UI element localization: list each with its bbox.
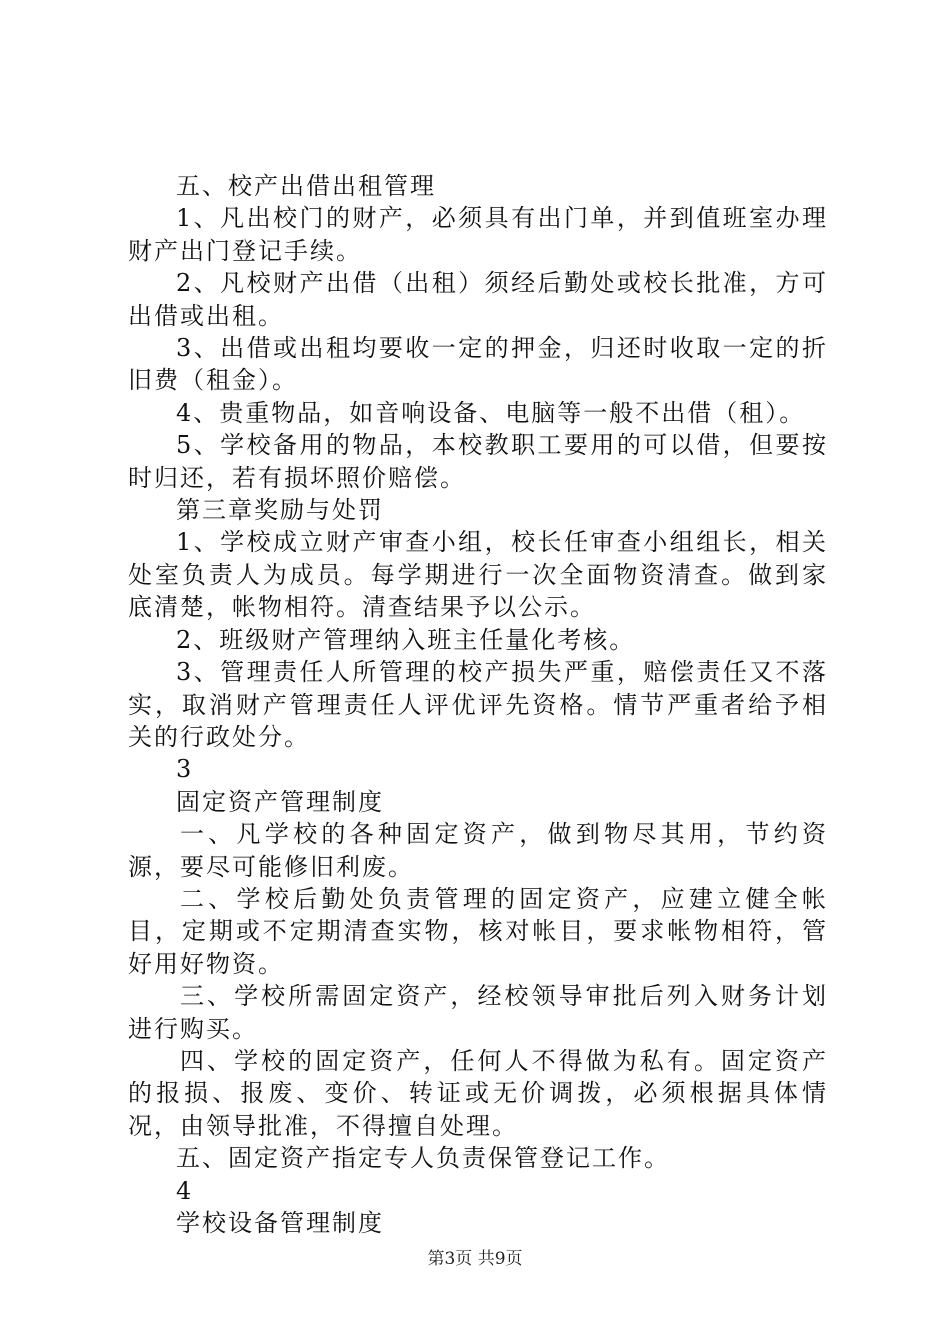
- paragraph: 三、学校所需固定资产，经校领导审批后列入财务计划进行购买。: [128, 982, 828, 1043]
- chapter-heading: 第三章奖励与处罚: [176, 496, 384, 525]
- paragraph: 5、学校备用的物品，本校教职工要用的可以借，但要按时归还，若有损坏照价赔偿。: [128, 431, 828, 492]
- page-footer: 第3页 共9页: [427, 1249, 523, 1269]
- document-body: [128, 170, 828, 1239]
- paragraph: 1、学校成立财产审查小组，校长任审查小组组长，相关处室负责人为成员。每学期进行一次全面物资清查。做到家底清楚，帐物相符。清查结果予以公示。: [128, 528, 828, 622]
- paragraph: 五、固定资产指定专人负责保管登记工作。: [176, 1144, 670, 1173]
- paragraph: 2、班级财产管理纳入班主任量化考核。: [176, 625, 636, 654]
- paragraph: 2、凡校财产出借（出租）须经后勤处或校长批准，方可出借或出租。: [128, 269, 828, 330]
- paragraph: 二、学校后勤处负责管理的固定资产，应建立健全帐目，定期或不定期清查实物，核对帐目，要求帐物相符，管好用好物资。: [128, 884, 828, 978]
- section-number: 3: [176, 755, 194, 784]
- section-number: 4: [176, 1176, 194, 1205]
- paragraph: 四、学校的固定资产，任何人不得做为私有。固定资产的报损、报废、变价、转证或无价调拨，必须根据具体情况，由领导批准，不得擅自处理。: [128, 1046, 828, 1140]
- paragraph: 3、管理责任人所管理的校产损失严重，赔偿责任又不落实，取消财产管理责任人评优评先资格。情节严重者给予相关的行政处分。: [128, 658, 828, 751]
- section-heading-lending: 五、校产出借出租管理: [176, 172, 436, 200]
- section-title: 固定资产管理制度: [176, 787, 384, 816]
- section-title: 学校设备管理制度: [176, 1209, 384, 1237]
- paragraph: 1、凡出校门的财产，必须具有出门单，并到值班室办理财产出门登记手续。: [128, 204, 828, 265]
- paragraph: 3、出借或出租均要收一定的押金，归还时收取一定的折旧费（租金）。: [128, 334, 828, 395]
- paragraph: 4、贵重物品，如音响设备、电脑等一般不出借（租）。: [176, 398, 806, 427]
- paragraph: 一、凡学校的各种固定资产，做到物尽其用，节约资源，要尽可能修旧利废。: [128, 820, 828, 881]
